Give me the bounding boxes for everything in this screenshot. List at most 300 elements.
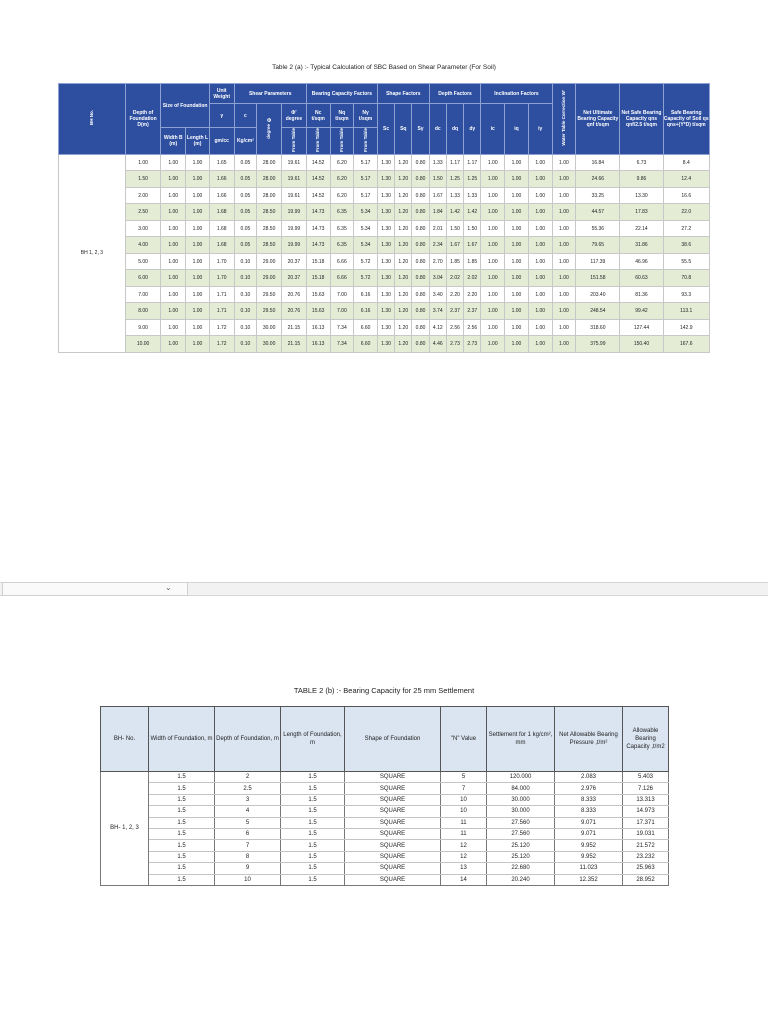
table-cell: 55.36 [576, 220, 620, 237]
table-cell: 16.84 [576, 154, 620, 171]
table-cell: 3.74 [429, 303, 446, 320]
table-cell: 14.973 [623, 806, 669, 817]
table-cell: 1.71 [209, 303, 234, 320]
table-row [59, 253, 710, 270]
table-cell: 1.00 [505, 319, 529, 336]
table-cell: 1.20 [395, 237, 412, 254]
table-cell: 1.00 [186, 220, 210, 237]
table-cell: 7.00 [125, 286, 161, 303]
table-cell: 1.42 [464, 204, 481, 221]
table-cell: 1.00 [552, 336, 576, 353]
header-dgamma: dγ [464, 104, 481, 155]
page-thumbnail-tab[interactable] [2, 582, 188, 596]
table-cell: 318.60 [576, 319, 620, 336]
table-cell: 1.00 [186, 303, 210, 320]
table-cell: 1.30 [377, 187, 394, 204]
table-cell: 6.35 [330, 237, 354, 254]
table-cell: 1.5 [149, 840, 215, 851]
table-cell: 13 [441, 863, 487, 874]
table-cell: 5.17 [354, 187, 378, 204]
table-cell: 7 [441, 783, 487, 794]
table-cell: 142.9 [663, 319, 709, 336]
table-cell: 1.00 [552, 253, 576, 270]
table-cell: 1.00 [528, 253, 552, 270]
table-cell: 1.00 [186, 270, 210, 287]
table-row [101, 828, 669, 839]
table-cell: 16.6 [663, 187, 709, 204]
table-row [59, 319, 710, 336]
table-cell: 1.20 [395, 154, 412, 171]
table-cell: 151.58 [576, 270, 620, 287]
table-cell: 16.13 [306, 336, 330, 353]
table-cell: 1.72 [209, 336, 234, 353]
table-b-caption: TABLE 2 (b) :- Bearing Capacity for 25 mm Settlement [293, 686, 475, 695]
table-cell: 1.72 [209, 319, 234, 336]
table-cell: 20.37 [282, 253, 307, 270]
table-cell: 1.20 [395, 270, 412, 287]
table-row [101, 851, 669, 862]
header-dq: dq [446, 104, 463, 155]
table-cell: SQUARE [345, 840, 441, 851]
table-cell: 1.20 [395, 303, 412, 320]
table-cell: 5.17 [354, 154, 378, 171]
table-row [101, 863, 669, 874]
table-cell: 2.02 [446, 270, 463, 287]
table-cell: 0.05 [234, 171, 257, 188]
table-cell: 1.00 [161, 319, 186, 336]
table-cell: 25.120 [487, 840, 555, 851]
table-cell: 4 [215, 806, 281, 817]
table-cell: 1.5 [149, 806, 215, 817]
table-cell: 1.00 [161, 171, 186, 188]
table-cell: 20.76 [282, 286, 307, 303]
table-cell: 248.54 [576, 303, 620, 320]
table-cell: 1.00 [505, 303, 529, 320]
table-cell: 2.56 [446, 319, 463, 336]
table-cell: 30.00 [257, 336, 282, 353]
table-cell: 16.13 [306, 319, 330, 336]
table-cell: 44.57 [576, 204, 620, 221]
header-net-ultimate: Net Ultimate Bearing Capacity qnf t/sqm [576, 84, 620, 155]
table-cell: 1.5 [149, 783, 215, 794]
table-row [59, 204, 710, 221]
header-water-table: Water Table Correction W' [552, 84, 576, 155]
table-cell: 1.5 [281, 840, 345, 851]
table-cell: 1.5 [281, 806, 345, 817]
table-cell: 0.80 [412, 237, 429, 254]
table-row [101, 794, 669, 805]
table-cell: 6.66 [330, 253, 354, 270]
table-cell: 5.403 [623, 772, 669, 783]
table-cell: 0.10 [234, 253, 257, 270]
table-row [101, 840, 669, 851]
table-cell: 1.20 [395, 286, 412, 303]
table-cell: 15.18 [306, 253, 330, 270]
table-cell: 0.10 [234, 270, 257, 287]
table-cell: 6.60 [354, 336, 378, 353]
header-length: Length L (m) [186, 128, 210, 155]
table-cell: 2.34 [429, 237, 446, 254]
table-cell: 1.00 [552, 237, 576, 254]
table-cell: 11 [441, 828, 487, 839]
header-width: Width of Foundation, m [149, 707, 215, 772]
table-cell: 1.00 [161, 253, 186, 270]
table-cell: 29.50 [257, 303, 282, 320]
table-cell: 15.18 [306, 270, 330, 287]
table-cell: 0.80 [412, 154, 429, 171]
header-net-allowable: Net Allowable Bearing Pressure ,t/m² [555, 707, 623, 772]
table-cell: 55.5 [663, 253, 709, 270]
table-cell: 1.66 [209, 187, 234, 204]
table-cell: 28.00 [257, 171, 282, 188]
table-cell: 1.00 [481, 303, 505, 320]
table-cell: 31.86 [620, 237, 663, 254]
table-cell: 1.00 [505, 253, 529, 270]
table-cell: 29.50 [257, 286, 282, 303]
table-cell: 7.34 [330, 319, 354, 336]
table-cell: 117.39 [576, 253, 620, 270]
table-cell: 27.2 [663, 220, 709, 237]
table-cell: 2.00 [125, 187, 161, 204]
header-dc: dc [429, 104, 446, 155]
table-cell: 28.00 [257, 187, 282, 204]
table-cell: 1.85 [464, 253, 481, 270]
table-cell: 2.5 [215, 783, 281, 794]
table-cell: 23.232 [623, 851, 669, 862]
table-cell: 7.00 [330, 303, 354, 320]
table-cell: 1.00 [161, 154, 186, 171]
header-ngamma: Nγ t/sqm [354, 104, 378, 128]
table-cell: 1.00 [481, 171, 505, 188]
table-cell: 0.80 [412, 204, 429, 221]
table-cell: 12 [441, 840, 487, 851]
table-cell: 1.5 [149, 794, 215, 805]
table-cell: SQUARE [345, 783, 441, 794]
table-cell: 5 [441, 772, 487, 783]
header-inclination-factors: Inclination Factors [481, 84, 552, 104]
table-cell: 10 [441, 806, 487, 817]
table-cell: 1.00 [186, 286, 210, 303]
table-cell: 28.50 [257, 237, 282, 254]
header-width: Width B (m) [161, 128, 186, 155]
table-cell: 12.352 [555, 874, 623, 885]
table-cell: SQUARE [345, 772, 441, 783]
table-cell: 1.30 [377, 204, 394, 221]
table-cell: 167.6 [663, 336, 709, 353]
table-cell: 0.10 [234, 303, 257, 320]
table-cell: 5.17 [354, 171, 378, 188]
table-cell: 1.00 [481, 237, 505, 254]
table-cell: 1.00 [528, 220, 552, 237]
header-bh-no: BH No. [59, 84, 126, 155]
table-cell: 1.00 [552, 270, 576, 287]
table-cell: 5.34 [354, 237, 378, 254]
table-cell: 1.84 [429, 204, 446, 221]
table-cell: 1.5 [149, 817, 215, 828]
header-c: c [234, 104, 257, 128]
table-cell: 1.5 [281, 863, 345, 874]
table-cell: 5.72 [354, 270, 378, 287]
table-cell: 5.00 [125, 253, 161, 270]
table-cell: 0.05 [234, 204, 257, 221]
table-cell: 1.00 [125, 154, 161, 171]
header-phi-prime-source: From Table [282, 128, 307, 155]
table-cell: 7.34 [330, 336, 354, 353]
table-cell: 1.00 [186, 336, 210, 353]
table-cell: 14.52 [306, 187, 330, 204]
table-cell: 1.5 [149, 863, 215, 874]
table-cell: 0.05 [234, 220, 257, 237]
table-cell: 17.83 [620, 204, 663, 221]
table-cell: 2 [215, 772, 281, 783]
table-cell: 1.5 [281, 772, 345, 783]
table-cell: 1.70 [209, 253, 234, 270]
table-cell: 0.80 [412, 253, 429, 270]
table-row [59, 237, 710, 254]
table-cell: 1.30 [377, 319, 394, 336]
table-cell: 1.00 [481, 286, 505, 303]
table-cell: 0.80 [412, 319, 429, 336]
table-cell: 1.68 [209, 204, 234, 221]
table-cell: 0.05 [234, 154, 257, 171]
table-cell: 4.46 [429, 336, 446, 353]
header-bearing-capacity-factors: Bearing Capacity Factors [306, 84, 377, 104]
table-cell: SQUARE [345, 794, 441, 805]
table-cell: 6.35 [330, 220, 354, 237]
table-cell: 1.67 [446, 237, 463, 254]
table-cell: 29.00 [257, 253, 282, 270]
table-cell: 3.00 [125, 220, 161, 237]
table-cell: 1.5 [281, 783, 345, 794]
header-depth-factors: Depth Factors [429, 84, 481, 104]
table-cell: 7.00 [330, 286, 354, 303]
table-cell: 1.00 [552, 171, 576, 188]
table-cell: 1.30 [377, 336, 394, 353]
table-cell: 1.67 [429, 187, 446, 204]
table-cell: 127.44 [620, 319, 663, 336]
table-cell: 14.73 [306, 204, 330, 221]
table-cell: 1.5 [281, 817, 345, 828]
table-cell: 9.952 [555, 851, 623, 862]
table-cell: 1.00 [161, 187, 186, 204]
table-cell: SQUARE [345, 851, 441, 862]
table-cell: 6.73 [620, 154, 663, 171]
table-cell: 1.00 [528, 303, 552, 320]
table-cell: 1.00 [481, 319, 505, 336]
table-cell: 10.00 [125, 336, 161, 353]
table-cell: 1.00 [505, 336, 529, 353]
table-cell: 60.63 [620, 270, 663, 287]
table-cell: 1.00 [505, 237, 529, 254]
table-cell: 0.05 [234, 237, 257, 254]
table-cell: 1.00 [552, 303, 576, 320]
table-cell: 1.5 [149, 828, 215, 839]
table-cell: 1.5 [149, 772, 215, 783]
table-cell: 9.952 [555, 840, 623, 851]
table-cell: 8.00 [125, 303, 161, 320]
table-cell: 2.37 [464, 303, 481, 320]
table-cell: 2.37 [446, 303, 463, 320]
table-cell: 10 [441, 794, 487, 805]
table-cell: 1.25 [446, 171, 463, 188]
header-gamma: γ [209, 104, 234, 128]
table-cell: 6.35 [330, 204, 354, 221]
table-cell: 20.240 [487, 874, 555, 885]
table-cell: 1.00 [505, 220, 529, 237]
table-cell: SQUARE [345, 874, 441, 885]
header-safe-bearing: Safe Bearing Capacity of Soil qs qns+(Y*D) t/sqm [663, 84, 709, 155]
table-cell: 3 [215, 794, 281, 805]
bh-label: BH- 1, 2, 3 [101, 772, 149, 886]
table-cell: 0.80 [412, 171, 429, 188]
header-shape-factors: Shape Factors [377, 84, 429, 104]
table-cell: 0.10 [234, 286, 257, 303]
header-unit-weight: Unit Weight [209, 84, 234, 104]
table-cell: 1.00 [505, 270, 529, 287]
table-cell: 1.20 [395, 319, 412, 336]
table-cell: 1.00 [186, 319, 210, 336]
table-cell: 12.4 [663, 171, 709, 188]
table-cell: 6.16 [354, 303, 378, 320]
table-cell: 11 [441, 817, 487, 828]
table-cell: 1.00 [481, 220, 505, 237]
table-cell: 0.10 [234, 319, 257, 336]
table-cell: 1.00 [481, 253, 505, 270]
table-cell: 1.85 [446, 253, 463, 270]
table-cell: 0.05 [234, 187, 257, 204]
table-cell: 2.73 [446, 336, 463, 353]
table-cell: 0.10 [234, 336, 257, 353]
table-cell: 25.963 [623, 863, 669, 874]
table-cell: 1.42 [446, 204, 463, 221]
table-row [59, 154, 710, 171]
table-cell: 1.00 [552, 286, 576, 303]
table-cell: 1.00 [186, 171, 210, 188]
header-sgamma: Sγ [412, 104, 429, 155]
table-cell: 14.73 [306, 220, 330, 237]
table-cell: 1.00 [505, 154, 529, 171]
header-shear-parameters: Shear Parameters [234, 84, 306, 104]
header-depth: Depth of Foundation D(m) [125, 84, 161, 155]
table-cell: 1.00 [505, 204, 529, 221]
table-cell: SQUARE [345, 863, 441, 874]
table-cell: 19.61 [282, 154, 307, 171]
table-cell: 1.00 [481, 154, 505, 171]
table-cell: 1.00 [505, 171, 529, 188]
table-cell: 6.16 [354, 286, 378, 303]
table-cell: 21.15 [282, 336, 307, 353]
table-cell: 1.33 [446, 187, 463, 204]
header-shape: Shape of Foundation [345, 707, 441, 772]
table-cell: 6.66 [330, 270, 354, 287]
table-cell: 1.00 [161, 286, 186, 303]
table-cell: 29.00 [257, 270, 282, 287]
table-cell: 1.00 [505, 187, 529, 204]
table-cell: 14.52 [306, 154, 330, 171]
table-row [59, 336, 710, 353]
table-cell: 15.63 [306, 303, 330, 320]
table-cell: 27.560 [487, 817, 555, 828]
table-cell: 1.17 [464, 154, 481, 171]
table-cell: 150.40 [620, 336, 663, 353]
table-cell: 13.30 [620, 187, 663, 204]
sbc-shear-table [58, 83, 710, 353]
table-cell: 1.00 [528, 171, 552, 188]
header-c-unit: Kg/cm² [234, 128, 257, 155]
table-cell: 120.000 [487, 772, 555, 783]
table-row [101, 874, 669, 885]
table-cell: 28.50 [257, 220, 282, 237]
table-cell: 27.560 [487, 828, 555, 839]
settlement-bearing-table [100, 706, 669, 886]
chevron-down-icon[interactable]: ⌄ [165, 583, 172, 592]
table-cell: 2.70 [429, 253, 446, 270]
table-cell: 1.00 [528, 154, 552, 171]
table-cell: 4.12 [429, 319, 446, 336]
table-cell: 2.20 [446, 286, 463, 303]
header-depth: Depth of Foundation, m [215, 707, 281, 772]
table-cell: 1.30 [377, 220, 394, 237]
table-cell: 1.33 [429, 154, 446, 171]
table-cell: 2.976 [555, 783, 623, 794]
table-cell: 3.04 [429, 270, 446, 287]
table-cell: 1.33 [464, 187, 481, 204]
table-cell: 70.8 [663, 270, 709, 287]
table-cell: 1.50 [464, 220, 481, 237]
table-cell: 1.30 [377, 171, 394, 188]
table-cell: 1.68 [209, 220, 234, 237]
table-cell: 38.6 [663, 237, 709, 254]
header-nq: Nq t/sqm [330, 104, 354, 128]
table-cell: 0.80 [412, 286, 429, 303]
bh-label: BH 1, 2, 3 [59, 154, 126, 352]
table-cell: 2.50 [125, 204, 161, 221]
table-cell: SQUARE [345, 806, 441, 817]
table-cell: 0.80 [412, 187, 429, 204]
table-cell: 5 [215, 817, 281, 828]
table-cell: 1.68 [209, 237, 234, 254]
table-cell: 14 [441, 874, 487, 885]
table-cell: 46.96 [620, 253, 663, 270]
table-cell: 0.80 [412, 303, 429, 320]
table-cell: 1.00 [161, 336, 186, 353]
table-cell: 1.17 [446, 154, 463, 171]
table-cell: 9.071 [555, 817, 623, 828]
table-cell: 1.5 [281, 874, 345, 885]
table-cell: 1.00 [481, 187, 505, 204]
header-phi-prime: Φ' degree [282, 104, 307, 128]
table-cell: 28.952 [623, 874, 669, 885]
table-cell: 1.00 [161, 270, 186, 287]
table-cell: 12 [441, 851, 487, 862]
table-cell: 1.00 [186, 237, 210, 254]
table-row [59, 286, 710, 303]
table-cell: 19.99 [282, 237, 307, 254]
table-cell: 1.65 [209, 154, 234, 171]
table-cell: 1.25 [464, 171, 481, 188]
table-cell: 6 [215, 828, 281, 839]
table-cell: 1.5 [149, 851, 215, 862]
table-cell: 4.00 [125, 237, 161, 254]
header-nq-source: From Table [330, 128, 354, 155]
table-cell: 1.00 [505, 286, 529, 303]
table-cell: 2.56 [464, 319, 481, 336]
table-cell: 14.73 [306, 237, 330, 254]
table-cell: 1.20 [395, 171, 412, 188]
table-cell: 1.00 [481, 336, 505, 353]
table-cell: 1.30 [377, 253, 394, 270]
table-cell: 1.00 [186, 187, 210, 204]
